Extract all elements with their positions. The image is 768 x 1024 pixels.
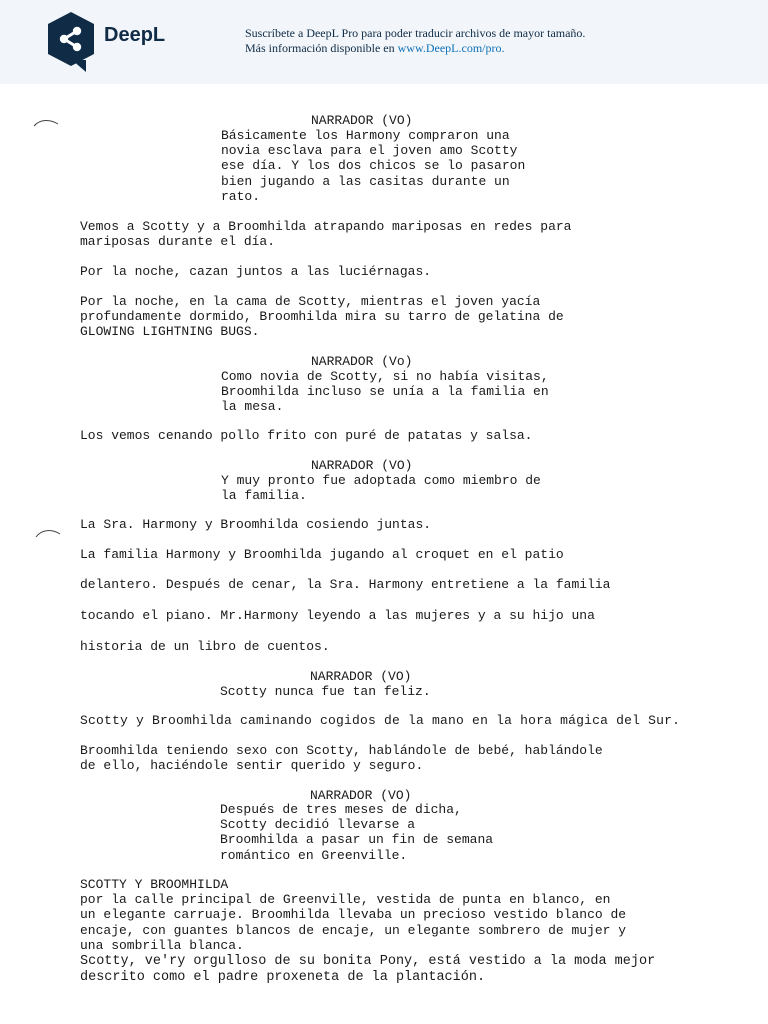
character-cue: NARRADOR (VO): [310, 669, 412, 684]
action-line: SCOTTY Y BROOMHILDA por la calle principal de Greenville, vestida de punta en blanco, en un elegante carruaje. Broomhilda llevaba un precioso vestido blanco de encaje, con guantes blancos de encaje, un elegante sombrero de mujer y una sombrilla blanca.: [80, 877, 627, 953]
promo-line-2: [245, 41, 585, 56]
action-line: Los vemos cenando pollo frito con puré de patatas y salsa.: [80, 428, 533, 443]
deepl-logo-icon: [46, 10, 96, 72]
action-line: Scotty, ve'ry orgulloso de su bonita Pony, está vestido a la moda mejor descrito como el padre proxeneta de la plantación.: [80, 954, 656, 985]
dialogue: Después de tres meses de dicha, Scotty decidió llevarse a Broomhilda a pasar un fin de semana romántico en Greenville.: [220, 802, 494, 863]
deepl-banner: [0, 0, 768, 84]
action-line: Por la noche, cazan juntos a las luciérnagas.: [80, 264, 432, 279]
dialogue: Scotty nunca fue tan feliz.: [220, 684, 431, 699]
action-line: La Sra. Harmony y Broomhilda cosiendo juntas.: [80, 517, 432, 532]
deepl-pro-link[interactable]: www.DeepL.com/pro.: [397, 41, 505, 55]
dialogue: Como novia de Scotty, si no había visitas, Broomhilda incluso se unía a la familia en la mesa.: [221, 369, 549, 415]
dialogue: Y muy pronto fue adoptada como miembro de la familia.: [221, 473, 541, 504]
character-cue: NARRADOR (Vo): [311, 354, 413, 369]
promo-text: Más información disponible en: [245, 41, 398, 55]
deepl-brand-name: DeepL: [104, 24, 166, 46]
action-line: tocando el piano. Mr.Harmony leyendo a las mujeres y a su hijo una: [80, 608, 595, 623]
promo-line-1: Suscríbete a DeepL Pro para poder traducir archivos de mayor tamaño.: [245, 26, 586, 40]
dialogue: Básicamente los Harmony compraron una novia esclava para el joven amo Scotty ese día. Y los dos chicos se lo pasaron bien jugando a las casitas durante un rato.: [221, 128, 526, 204]
action-line: Por la noche, en la cama de Scotty, mientras el joven yacía profundamente dormido, Broomhilda mira su tarro de gelatina de GLOWING LIGHTNING BUGS.: [80, 294, 564, 340]
action-line: La familia Harmony y Broomhilda jugando al croquet en el patio: [80, 547, 564, 562]
action-line: Scotty y Broomhilda caminando cogidos de la mano en la hora mágica del Sur.: [80, 713, 681, 728]
action-line: Broomhilda teniendo sexo con Scotty, hablándole de bebé, hablándole de ello, haciéndole sentir querido y seguro.: [80, 743, 603, 774]
character-cue: NARRADOR (VO): [311, 458, 413, 473]
action-line: historia de un libro de cuentos.: [80, 639, 330, 654]
action-line: Vemos a Scotty y a Broomhilda atrapando mariposas en redes para mariposas durante el día.: [80, 219, 572, 250]
character-cue: NARRADOR (VO): [311, 113, 413, 128]
pro-promo: [245, 26, 585, 56]
action-line: delantero. Después de cenar, la Sra. Harmony entretiene a la familia: [80, 577, 611, 592]
character-cue: NARRADOR (VO): [310, 788, 412, 803]
margin-mark-icon: [34, 527, 62, 539]
margin-mark-icon: [32, 117, 60, 129]
